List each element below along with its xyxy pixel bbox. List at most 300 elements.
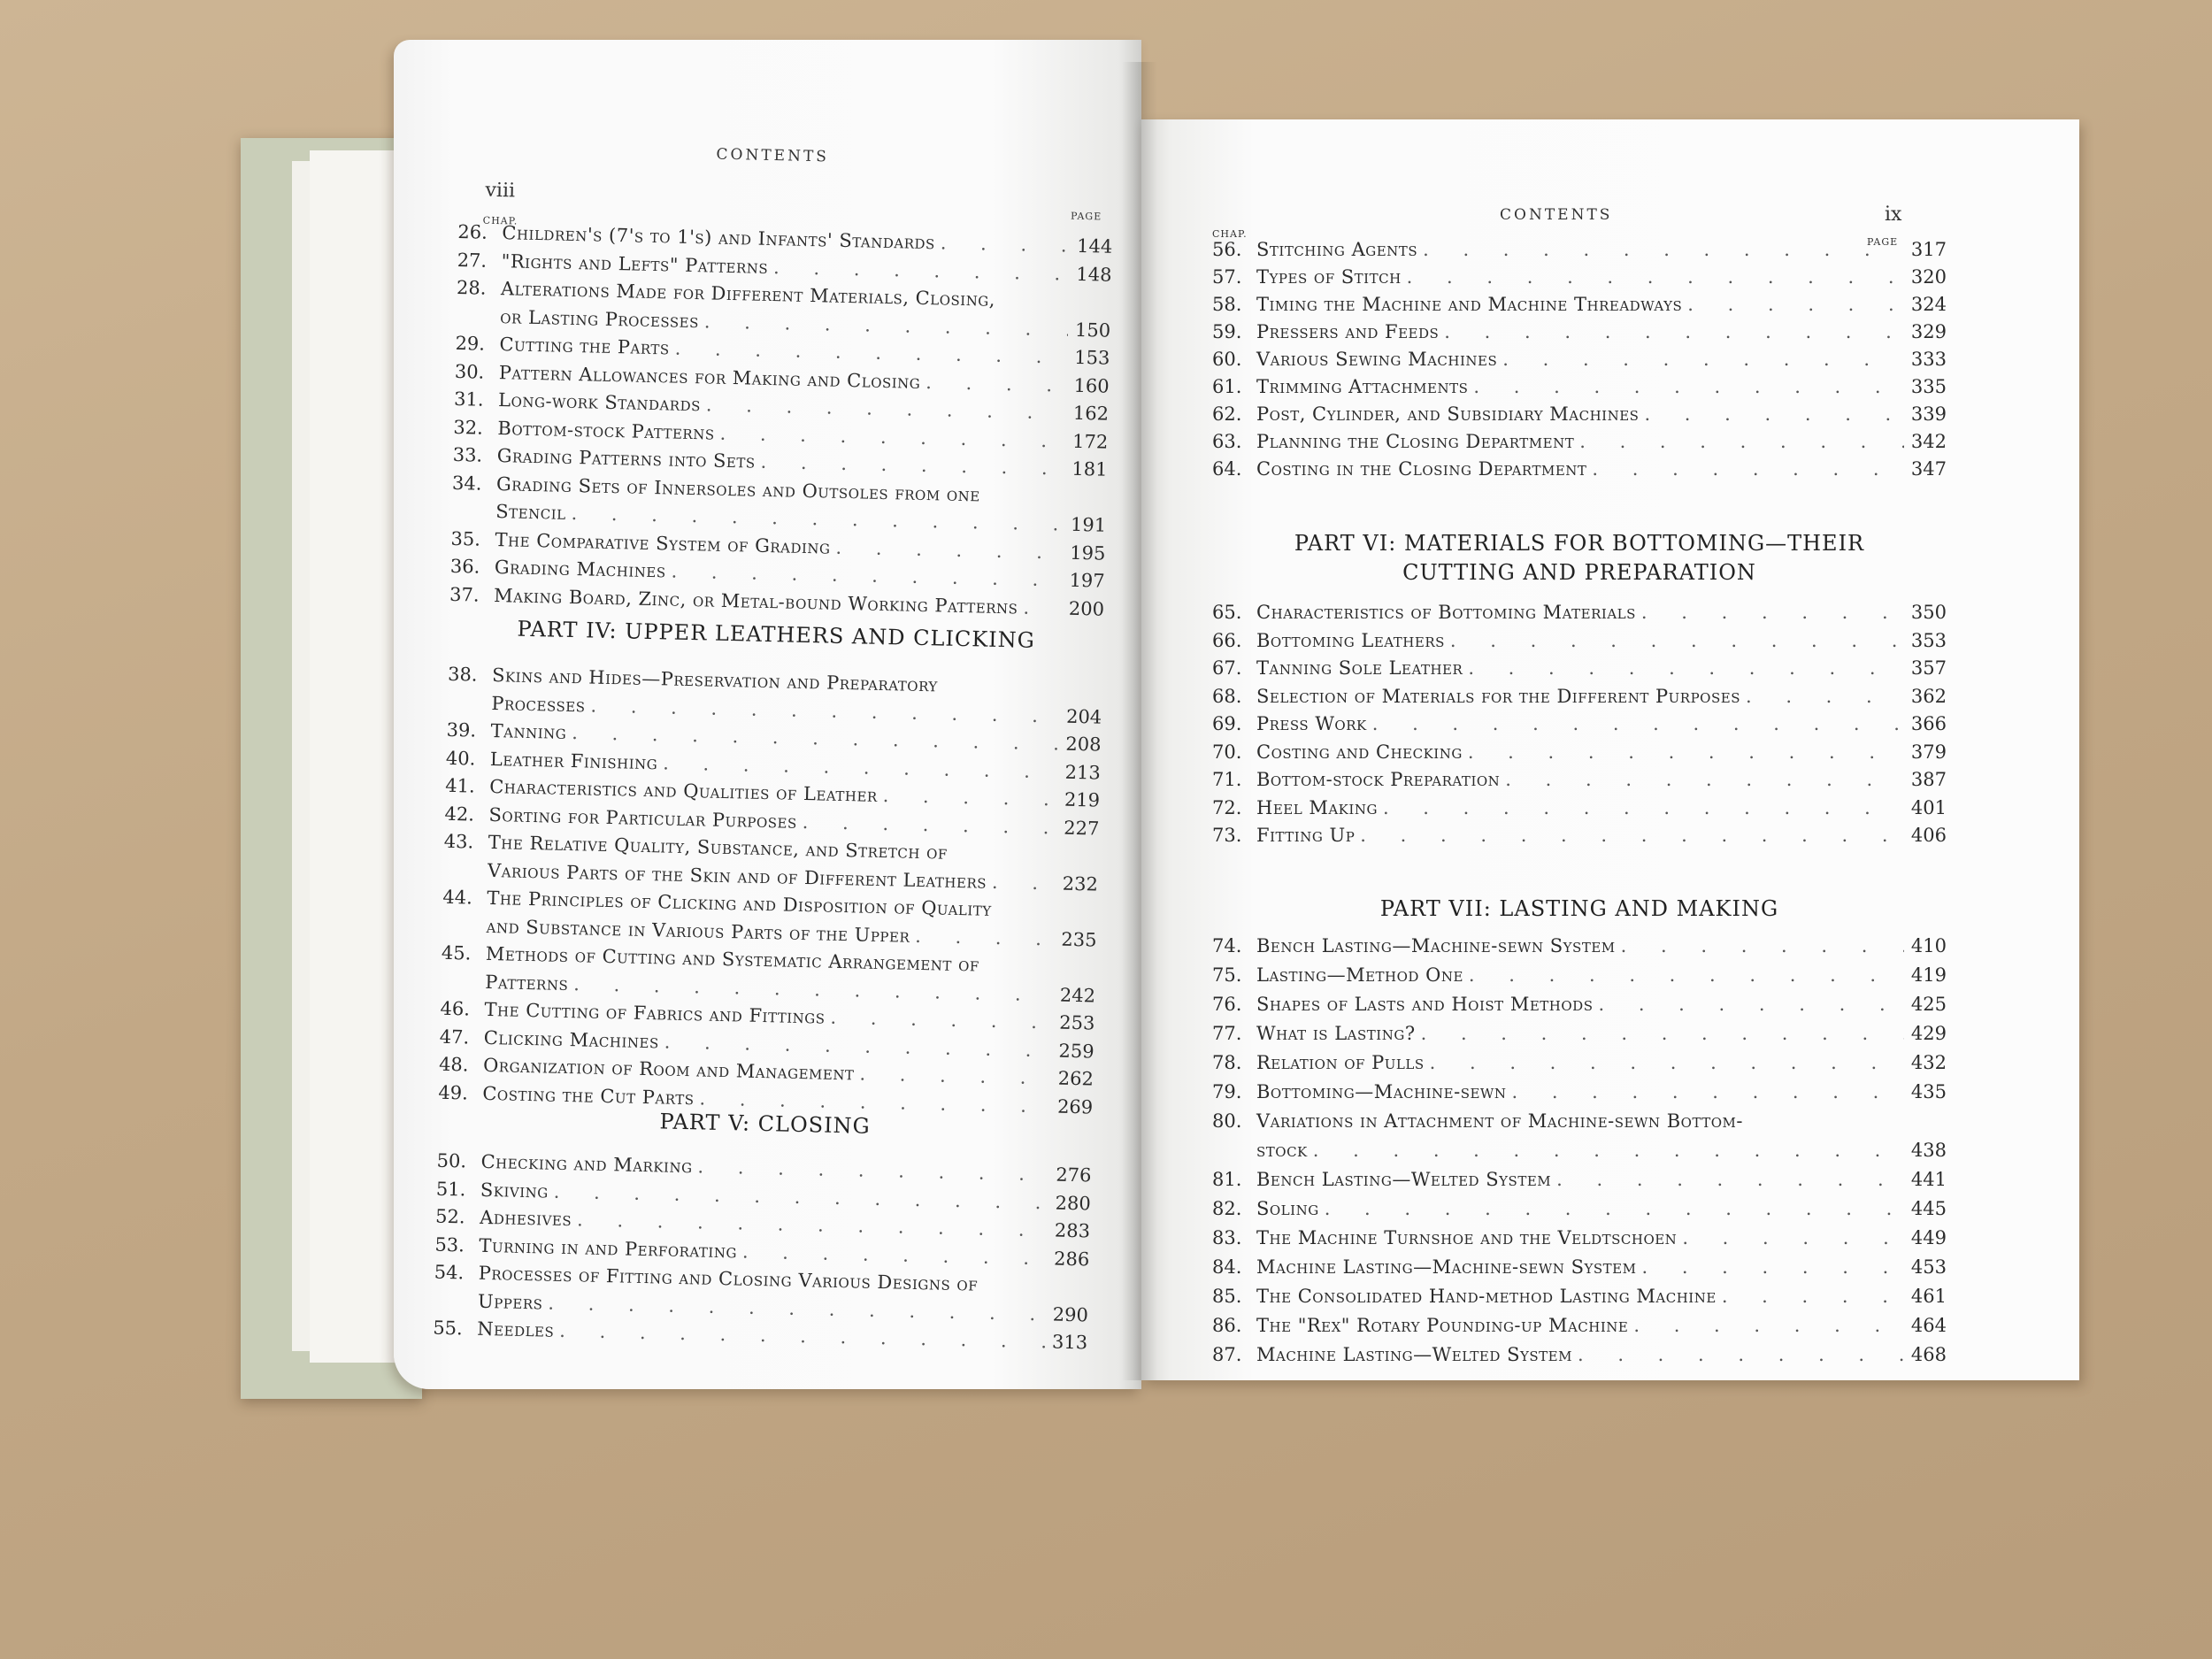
chapter-number: 81. bbox=[1212, 1169, 1242, 1190]
dot-leader bbox=[760, 451, 1064, 480]
toc-entry bbox=[1212, 630, 1947, 651]
chapter-title: Children's (7's to 1's) and Infants' Standards bbox=[502, 222, 936, 254]
chapter-title: Bottoming Leathers bbox=[1256, 629, 1445, 651]
chapter-number: 45. bbox=[441, 941, 472, 964]
toc-entry bbox=[1212, 1286, 1947, 1307]
chapter-title: Making Board, Zinc, or Metal-bound Working Patterns bbox=[493, 584, 1018, 618]
toc-entry bbox=[1212, 657, 1947, 679]
page-ref: 419 bbox=[1910, 964, 1947, 986]
dot-leader bbox=[773, 257, 1070, 285]
dot-leader bbox=[915, 925, 1055, 949]
page-ref: 235 bbox=[1061, 928, 1097, 951]
running-title: CONTENTS bbox=[1500, 206, 1613, 224]
toc-entry-continuation bbox=[1256, 1140, 1947, 1161]
page-ref: 227 bbox=[1063, 817, 1100, 840]
dot-leader bbox=[1468, 657, 1904, 679]
dot-leader bbox=[674, 338, 1067, 368]
chapter-number: 41. bbox=[444, 774, 475, 797]
page-ref: 387 bbox=[1910, 769, 1947, 790]
page-ref: 253 bbox=[1058, 1011, 1095, 1034]
toc-entry bbox=[1212, 1256, 1947, 1278]
page-ref: 438 bbox=[1910, 1140, 1947, 1161]
dot-leader bbox=[1360, 825, 1904, 846]
toc-entry bbox=[1212, 1110, 1743, 1132]
toc-entry bbox=[1212, 1052, 1947, 1073]
chapter-number: 82. bbox=[1212, 1198, 1242, 1219]
chapter-number: 43. bbox=[443, 830, 474, 853]
chapter-title: Timing the Machine and Machine Threadways bbox=[1256, 294, 1683, 315]
page-ref: 347 bbox=[1910, 458, 1947, 480]
page-ref: 313 bbox=[1051, 1331, 1088, 1354]
dot-leader bbox=[590, 695, 1059, 726]
dot-leader bbox=[1633, 1315, 1904, 1336]
chapter-number: 55. bbox=[433, 1317, 464, 1340]
chapter-number: 75. bbox=[1212, 964, 1242, 986]
chapter-number: 56. bbox=[1212, 239, 1242, 260]
page-ref: 401 bbox=[1910, 796, 1947, 818]
dot-leader bbox=[1578, 1344, 1904, 1365]
page-label: PAGE bbox=[1070, 210, 1102, 223]
chapter-title: Characteristics and Qualities of Leather bbox=[488, 775, 879, 806]
chapter-title-continued: Processes bbox=[491, 692, 586, 716]
toc-entry bbox=[1212, 994, 1947, 1015]
page-ref: 191 bbox=[1070, 513, 1107, 536]
chapter-number: 27. bbox=[457, 249, 488, 272]
toc-entry bbox=[1212, 797, 1947, 818]
dot-leader bbox=[1469, 964, 1904, 986]
page-ref: 464 bbox=[1910, 1315, 1947, 1336]
chapter-title: Costing in the Closing Department bbox=[1256, 458, 1587, 480]
toc-entry bbox=[442, 887, 992, 920]
chapter-title: Planning the Closing Department bbox=[1256, 431, 1575, 452]
chapter-number: 40. bbox=[445, 747, 476, 770]
chapter-title: Heel Making bbox=[1256, 796, 1378, 818]
dot-leader bbox=[1421, 1023, 1904, 1044]
dot-leader bbox=[1423, 239, 1904, 260]
toc-entry bbox=[1212, 458, 1947, 480]
chapter-title: Tanning bbox=[490, 719, 567, 743]
dot-leader bbox=[577, 1209, 1048, 1240]
dot-leader bbox=[1450, 630, 1904, 651]
chapter-title: The Relative Quality, Substance, and Stretch of bbox=[488, 831, 949, 864]
left-page-contents bbox=[432, 133, 1115, 1386]
page-ref: 172 bbox=[1071, 430, 1109, 453]
chapter-title: Pattern Allowances for Making and Closing bbox=[498, 361, 921, 393]
dot-leader bbox=[554, 1180, 1049, 1213]
chapter-title: Fitting Up bbox=[1256, 825, 1356, 846]
book-gutter bbox=[1122, 62, 1157, 1380]
page-ref: 342 bbox=[1910, 431, 1947, 452]
part-heading: PART VI: MATERIALS FOR BOTTOMING—THEIR bbox=[1294, 531, 1865, 556]
chapter-title: Variations in Attachment of Machine-sewn Bottom- bbox=[1256, 1110, 1743, 1132]
chapter-title: Bottom-stock Preparation bbox=[1256, 769, 1501, 790]
chapter-number: 61. bbox=[1212, 376, 1242, 397]
dot-leader bbox=[926, 372, 1067, 396]
chapter-title: What is Lasting? bbox=[1256, 1023, 1416, 1044]
toc-entry bbox=[1212, 431, 1947, 452]
running-title: CONTENTS bbox=[716, 145, 830, 166]
chapter-number: 46. bbox=[440, 997, 471, 1020]
toc-entry bbox=[1212, 1169, 1947, 1190]
page-ref: 144 bbox=[1076, 234, 1113, 257]
dot-leader bbox=[573, 973, 1053, 1005]
dot-leader bbox=[1023, 596, 1062, 618]
part-heading: PART V: CLOSING bbox=[659, 1109, 872, 1139]
page-ref: 204 bbox=[1065, 705, 1102, 728]
dot-leader bbox=[1579, 431, 1904, 452]
chapter-title: Grading Machines bbox=[494, 557, 666, 582]
dot-leader bbox=[548, 1292, 1046, 1325]
chapter-title: Skiving bbox=[480, 1179, 549, 1202]
dot-leader bbox=[1598, 994, 1904, 1015]
toc-entry bbox=[1212, 964, 1947, 986]
chapter-number: 76. bbox=[1212, 994, 1242, 1015]
chapter-number: 65. bbox=[1212, 602, 1242, 623]
toc-entry bbox=[1212, 294, 1947, 315]
dot-leader bbox=[992, 871, 1056, 894]
chapter-number: 33. bbox=[452, 443, 483, 466]
dot-leader bbox=[663, 752, 1058, 782]
page-ref: 468 bbox=[1910, 1344, 1947, 1365]
chapter-title: Tanning Sole Leather bbox=[1256, 657, 1463, 679]
dot-leader bbox=[1473, 376, 1904, 397]
page-ref: 148 bbox=[1076, 263, 1112, 286]
dot-leader bbox=[1641, 602, 1904, 623]
page-ref: 432 bbox=[1910, 1052, 1947, 1073]
chapter-number: 58. bbox=[1212, 294, 1242, 315]
dot-leader bbox=[941, 232, 1071, 256]
chapter-title: Lasting—Method One bbox=[1256, 964, 1463, 986]
chapter-number: 26. bbox=[457, 220, 488, 243]
chapter-number: 69. bbox=[1212, 713, 1242, 734]
chapter-title: The Machine Turnshoe and the Veldtschoen bbox=[1256, 1227, 1678, 1248]
chapter-number: 70. bbox=[1212, 741, 1242, 763]
chapter-title: Bottom-stock Patterns bbox=[497, 417, 715, 444]
chapter-title: Bottoming—Machine-sewn bbox=[1256, 1081, 1507, 1102]
page-ref: 162 bbox=[1072, 402, 1110, 425]
chapter-title: Methods of Cutting and Systematic Arrangement of bbox=[485, 942, 980, 976]
page-ref: 445 bbox=[1910, 1198, 1947, 1219]
chapter-number: 59. bbox=[1212, 321, 1242, 342]
chapter-number: 85. bbox=[1212, 1286, 1242, 1307]
toc-entry bbox=[1212, 321, 1947, 342]
dot-leader bbox=[1383, 797, 1904, 818]
chapter-title: Processes of Fitting and Closing Various Designs of bbox=[478, 1262, 979, 1295]
right-page-contents bbox=[1212, 199, 1947, 1365]
toc-entry bbox=[434, 1262, 979, 1295]
page-ref: 290 bbox=[1052, 1303, 1089, 1325]
dot-leader bbox=[706, 394, 1067, 423]
chapter-title: Post, Cylinder, and Subsidiary Machines bbox=[1256, 403, 1640, 425]
toc-entry bbox=[1212, 376, 1947, 397]
page-ref: 150 bbox=[1074, 319, 1111, 342]
chapter-title-continued: Various Parts of the Skin and of Different Leathers bbox=[487, 859, 987, 893]
chapter-title: Turning in and Perforating bbox=[479, 1234, 738, 1262]
chapter-number: 32. bbox=[453, 416, 484, 439]
toc-entry bbox=[1212, 1081, 1947, 1102]
page-number: ix bbox=[1885, 204, 1902, 226]
chapter-number: 77. bbox=[1212, 1023, 1242, 1044]
chapter-title: Costing and Checking bbox=[1256, 741, 1463, 763]
dot-leader bbox=[704, 311, 1069, 340]
chapter-title: Shapes of Lasts and Hoist Methods bbox=[1256, 994, 1594, 1015]
chapter-title: Sorting for Particular Purposes bbox=[488, 803, 798, 833]
page-ref: 406 bbox=[1910, 825, 1947, 846]
chapter-title: The Cutting of Fabrics and Fittings bbox=[484, 998, 826, 1028]
chapter-title: Grading Patterns into Sets bbox=[496, 445, 756, 472]
page-ref: 262 bbox=[1057, 1067, 1094, 1090]
dot-leader bbox=[859, 1064, 1051, 1089]
chapter-title-continued: or Lasting Processes bbox=[500, 305, 700, 332]
chapter-title: Stitching Agents bbox=[1256, 239, 1418, 260]
chapter-title: Organization of Room and Management bbox=[482, 1054, 855, 1085]
chapter-number: 83. bbox=[1212, 1227, 1242, 1248]
chapter-number: 29. bbox=[455, 332, 486, 355]
chapter-title: The Principles of Clicking and Disposition of Quality bbox=[487, 887, 993, 920]
page-ref: 208 bbox=[1065, 733, 1102, 756]
dot-leader bbox=[572, 722, 1059, 754]
toc-entry bbox=[457, 277, 996, 311]
dot-leader bbox=[719, 422, 1065, 451]
toc-entry bbox=[1212, 1198, 1947, 1219]
chapter-number: 78. bbox=[1212, 1052, 1242, 1073]
chapter-number: 87. bbox=[1212, 1344, 1242, 1365]
toc-entry bbox=[442, 942, 979, 976]
chapter-title: Characteristics of Bottoming Materials bbox=[1256, 602, 1636, 623]
chapter-title: Various Sewing Machines bbox=[1256, 349, 1498, 370]
chapter-number: 64. bbox=[1212, 458, 1242, 480]
page-ref: 181 bbox=[1071, 457, 1108, 480]
dot-leader bbox=[1722, 1286, 1904, 1307]
page-ref: 335 bbox=[1910, 376, 1947, 397]
chapter-number: 66. bbox=[1212, 629, 1242, 651]
chapter-title: Cutting the Parts bbox=[499, 334, 671, 359]
dot-leader bbox=[1641, 1256, 1904, 1278]
chapter-title: Machine Lasting—Welted System bbox=[1256, 1344, 1572, 1365]
page-ref: 324 bbox=[1910, 294, 1947, 315]
chapter-number: 49. bbox=[438, 1081, 469, 1103]
page-ref: 259 bbox=[1058, 1040, 1094, 1063]
page-ref: 379 bbox=[1910, 741, 1947, 763]
toc-entry bbox=[1212, 239, 1947, 260]
chapter-title: Checking and Marking bbox=[480, 1150, 693, 1178]
chapter-number: 60. bbox=[1212, 349, 1242, 370]
page-ref: 353 bbox=[1910, 629, 1947, 651]
chapter-number: 30. bbox=[454, 360, 485, 383]
chapter-number: 31. bbox=[453, 388, 484, 411]
toc-entry bbox=[1212, 741, 1947, 763]
chapter-title: Relation of Pulls bbox=[1256, 1052, 1425, 1073]
page-ref: 280 bbox=[1055, 1192, 1092, 1214]
page-ref: 219 bbox=[1064, 788, 1101, 811]
dot-leader bbox=[835, 536, 1063, 563]
page-ref: 410 bbox=[1910, 935, 1947, 956]
page-ref: 453 bbox=[1910, 1256, 1947, 1278]
page-ref: 242 bbox=[1059, 984, 1096, 1007]
dot-leader bbox=[559, 1320, 1045, 1352]
chapter-number: 86. bbox=[1212, 1315, 1242, 1336]
page-ref: 320 bbox=[1910, 266, 1947, 288]
dot-leader bbox=[671, 561, 1063, 591]
chapter-title: Costing the Cut Parts bbox=[482, 1082, 695, 1109]
dot-leader bbox=[1682, 1227, 1904, 1248]
dot-leader bbox=[1511, 1081, 1904, 1102]
page-ref: 366 bbox=[1910, 713, 1947, 734]
chapter-number: 47. bbox=[439, 1025, 470, 1048]
dot-leader bbox=[1444, 321, 1904, 342]
chap-label: CHAP. bbox=[1212, 228, 1248, 240]
chapter-number: 80. bbox=[1212, 1110, 1242, 1132]
page-ref: 333 bbox=[1910, 349, 1947, 370]
page-ref: 195 bbox=[1070, 541, 1106, 565]
dot-leader bbox=[1746, 686, 1904, 707]
dot-leader bbox=[1556, 1169, 1904, 1190]
page-ref: 425 bbox=[1910, 994, 1947, 1015]
dot-leader bbox=[1592, 458, 1904, 480]
dot-leader bbox=[1313, 1140, 1904, 1161]
chapter-number: 74. bbox=[1212, 935, 1242, 956]
page-ref: 232 bbox=[1062, 872, 1099, 895]
chapter-number: 42. bbox=[444, 803, 475, 826]
chapter-title-continued: Uppers bbox=[477, 1290, 543, 1313]
chapter-number: 68. bbox=[1212, 685, 1242, 707]
chapter-title: "Rights and Lefts" Patterns bbox=[501, 250, 769, 278]
page-ref: 429 bbox=[1910, 1023, 1947, 1044]
page-ref: 276 bbox=[1056, 1164, 1092, 1187]
dot-leader bbox=[664, 1031, 1052, 1061]
dot-leader bbox=[882, 785, 1057, 810]
dot-leader bbox=[1621, 935, 1904, 956]
chapter-number: 72. bbox=[1212, 796, 1242, 818]
part-heading: PART VII: LASTING AND MAKING bbox=[1379, 896, 1779, 921]
chapter-number: 63. bbox=[1212, 431, 1242, 452]
chapter-title-continued: and Substance in Various Parts of the Upper bbox=[486, 915, 910, 947]
chapter-title: The Consolidated Hand-method Lasting Machine bbox=[1256, 1286, 1717, 1307]
page-ref: 213 bbox=[1064, 761, 1102, 784]
chapter-number: 28. bbox=[456, 276, 487, 299]
dot-leader bbox=[1325, 1198, 1904, 1219]
page-ref: 329 bbox=[1910, 321, 1947, 342]
chapter-number: 79. bbox=[1212, 1081, 1242, 1102]
toc-entry bbox=[448, 664, 938, 696]
toc-entry bbox=[1212, 602, 1947, 623]
chapter-number: 84. bbox=[1212, 1256, 1242, 1278]
chapter-title: Machine Lasting—Machine-sewn System bbox=[1256, 1256, 1637, 1278]
chapter-number: 62. bbox=[1212, 403, 1242, 425]
dot-leader bbox=[571, 503, 1064, 535]
toc-entry bbox=[452, 472, 980, 505]
toc-entry bbox=[1212, 713, 1947, 734]
chapter-number: 38. bbox=[447, 663, 478, 686]
chapter-title: Types of Stitch bbox=[1256, 266, 1402, 288]
page-ref: 449 bbox=[1910, 1227, 1947, 1248]
chapter-title: Alterations Made for Different Materials, Closing, bbox=[500, 278, 996, 311]
chapter-number: 73. bbox=[1212, 825, 1242, 846]
page-ref: 286 bbox=[1053, 1248, 1090, 1270]
page-ref: 357 bbox=[1910, 657, 1947, 679]
chapter-title-continued: Patterns bbox=[484, 971, 569, 995]
toc-entry bbox=[1212, 935, 1947, 956]
chapter-title: Long-work Standards bbox=[497, 389, 702, 416]
chapter-title-continued: stock bbox=[1256, 1140, 1308, 1161]
chapter-title: Needles bbox=[477, 1317, 555, 1341]
page-ref: 200 bbox=[1068, 597, 1105, 620]
page-number: viii bbox=[485, 179, 516, 203]
chapter-number: 37. bbox=[449, 583, 480, 606]
chap-label: CHAP. bbox=[482, 214, 518, 227]
dot-leader bbox=[697, 1156, 1048, 1185]
dot-leader bbox=[830, 1007, 1052, 1033]
chapter-number: 48. bbox=[438, 1053, 469, 1076]
dot-leader bbox=[1644, 403, 1904, 425]
page-ref: 153 bbox=[1074, 346, 1110, 369]
chapter-title: Press Work bbox=[1256, 713, 1367, 734]
chapter-title: The Comparative System of Grading bbox=[495, 528, 831, 558]
chapter-number: 39. bbox=[446, 718, 477, 741]
dot-leader bbox=[1430, 1052, 1904, 1073]
chapter-number: 50. bbox=[436, 1149, 467, 1172]
chapter-title: Selection of Materials for the Different Purposes bbox=[1256, 685, 1740, 707]
toc-entry bbox=[1212, 349, 1947, 370]
page-ref: 350 bbox=[1910, 602, 1947, 623]
chapter-number: 53. bbox=[434, 1233, 465, 1256]
chapter-number: 51. bbox=[435, 1178, 466, 1200]
toc-entry bbox=[1212, 686, 1947, 707]
chapter-title-continued: Stencil bbox=[495, 501, 566, 524]
page-ref: 317 bbox=[1910, 239, 1947, 260]
dot-leader bbox=[1468, 741, 1904, 763]
chapter-title: Bench Lasting—Machine-sewn System bbox=[1256, 935, 1616, 956]
toc-entry bbox=[1212, 266, 1947, 288]
chapter-number: 52. bbox=[434, 1205, 465, 1228]
chapter-title: Grading Sets of Innersoles and Outsoles from one bbox=[495, 472, 981, 505]
dot-leader bbox=[1372, 713, 1904, 734]
page-ref: 160 bbox=[1073, 374, 1110, 397]
toc-entry bbox=[444, 831, 949, 864]
chapter-title: Skins and Hides—Preservation and Preparatory bbox=[491, 664, 939, 696]
chapter-title: Soling bbox=[1256, 1198, 1319, 1219]
dot-leader bbox=[803, 810, 1057, 838]
page-ref: 461 bbox=[1910, 1286, 1947, 1307]
chapter-title: The "Rex" Rotary Pounding-up Machine bbox=[1256, 1315, 1629, 1336]
chapter-number: 67. bbox=[1212, 657, 1242, 679]
toc-entry bbox=[1212, 1344, 1947, 1365]
page-ref: 269 bbox=[1056, 1095, 1094, 1118]
page-ref: 283 bbox=[1054, 1219, 1091, 1242]
page-label: PAGE bbox=[1867, 236, 1899, 248]
chapter-number: 71. bbox=[1212, 769, 1242, 790]
chapter-number: 35. bbox=[450, 527, 481, 550]
chapter-title: Pressers and Feeds bbox=[1256, 321, 1440, 342]
chapter-number: 44. bbox=[442, 886, 473, 909]
toc-entry bbox=[1212, 1315, 1947, 1336]
dot-leader bbox=[1687, 294, 1904, 315]
part-heading: CUTTING AND PREPARATION bbox=[1402, 560, 1756, 585]
dot-leader bbox=[1502, 349, 1904, 370]
toc-entry bbox=[1212, 769, 1947, 790]
toc-entry bbox=[1212, 1227, 1947, 1248]
chapter-title: Clicking Machines bbox=[483, 1026, 660, 1052]
chapter-title: Bench Lasting—Welted System bbox=[1256, 1169, 1552, 1190]
page-ref: 441 bbox=[1910, 1169, 1947, 1190]
page-ref: 339 bbox=[1910, 403, 1947, 425]
dot-leader bbox=[1407, 266, 1904, 288]
page-ref: 197 bbox=[1069, 569, 1105, 592]
dot-leader bbox=[742, 1240, 1048, 1269]
toc-entry bbox=[1212, 1023, 1947, 1044]
chapter-title: Adhesives bbox=[479, 1206, 572, 1231]
part-heading: PART IV: UPPER LEATHERS AND CLICKING bbox=[517, 616, 1036, 653]
